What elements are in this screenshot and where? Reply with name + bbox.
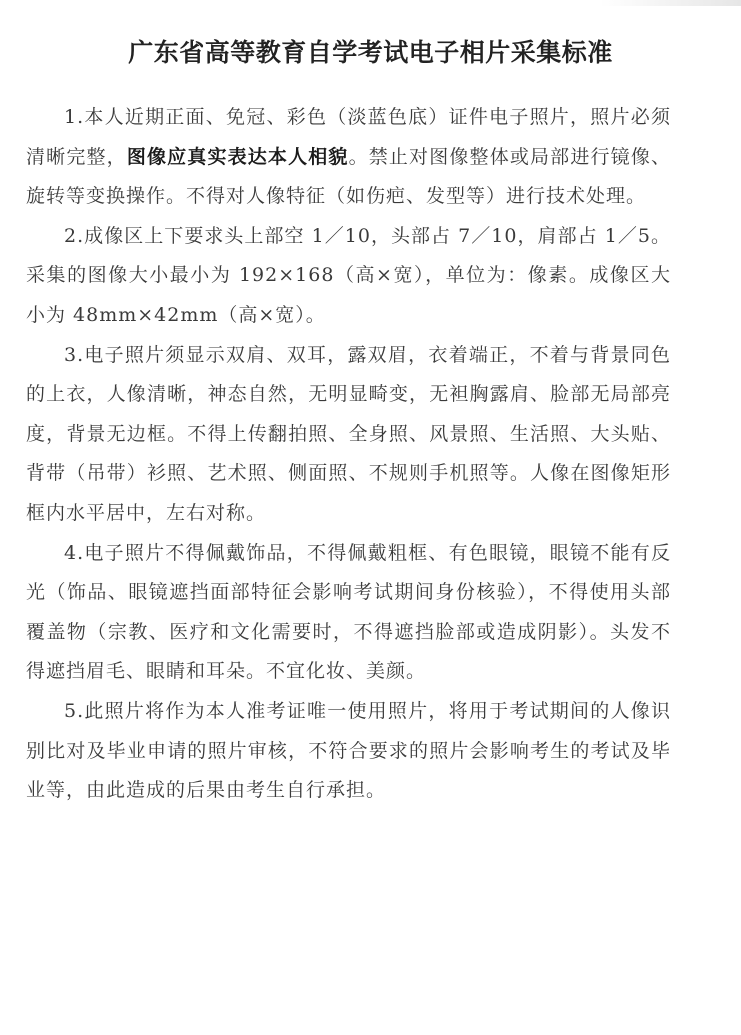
paragraph-3-text: 3.电子照片须显示双肩、双耳，露双眉，衣着端正，不着与背景同色的上衣，人像清晰，神态自然，无明显畸变，无袒胸露肩、脸部无局部亮度，背景无边框。不得上传翻拍照、全身照、风景照、生活照、大头贴、背带（吊带）衫照、艺术照、侧面照、不规则手机照等。人像在图像矩形框内水平居中，左右对称。 [26, 343, 671, 524]
paragraph-2-text: 2.成像区上下要求头上部空 1／10，头部占 7／10，肩部占 1／5。采集的图像大小最小为 192×168（高×宽），单位为：像素。成像区大小为 48mm×42mm（高×宽）。 [26, 224, 671, 326]
document-body [26, 98, 671, 811]
paragraph-5 [26, 692, 671, 811]
paragraph-5-text: 5.此照片将作为本人准考证唯一使用照片，将用于考试期间的人像识别比对及毕业申请的照片审核，不符合要求的照片会影响考生的考试及毕业等，由此造成的后果由考生自行承担。 [26, 699, 671, 802]
paragraph-2 [26, 217, 671, 336]
paragraph-4 [26, 534, 671, 692]
paragraph-4-text: 4.电子照片不得佩戴饰品，不得佩戴粗框、有色眼镜，眼镜不能有反光（饰品、眼镜遮挡面部特征会影响考试期间身份核验），不得使用头部覆盖物（宗教、医疗和文化需要时，不得遮挡脸部或造成阴影）。头发不得遮挡眉毛、眼睛和耳朵。不宜化妆、美颜。 [26, 541, 671, 683]
paragraph-1-text: 1.本人近期正面、免冠、彩色（淡蓝色底）证件电子照片，照片必须清晰完整， [26, 106, 671, 168]
paragraph-1-text-end: 。禁止对图像整体或局部进行镜像、旋转等变换操作。不得对人像特征（如伤疤、发型等）进行技术处理。 [26, 145, 671, 208]
paragraph-3 [26, 336, 671, 534]
paragraph-1 [26, 98, 671, 217]
document-title: 广东省高等教育自学考试电子相片采集标准 [128, 37, 613, 67]
paragraph-1-bold-text: 图像应真实表达本人相貌 [126, 145, 349, 168]
top-edge-shadow [600, 0, 741, 6]
